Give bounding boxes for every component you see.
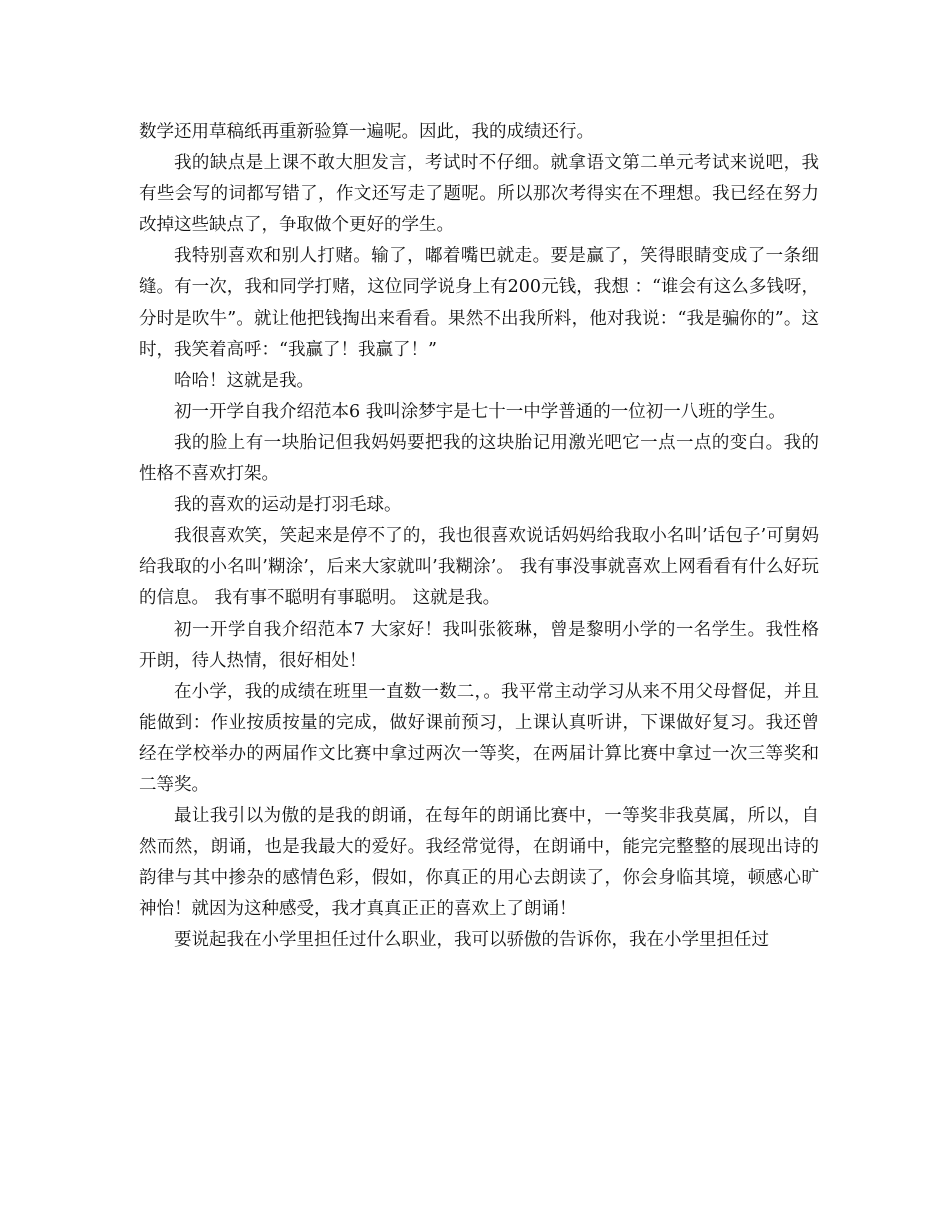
document-body: [139, 117, 819, 957]
paragraph-11: 最让我引以为傲的是我的朗诵，在每年的朗诵比赛中，一等奖非我莫属，所以，自然而然，朗诵，也是我最大的爱好。我经常觉得，在朗诵中，能完完整整的展现出诗的韵律与其中掺杂的感情色彩，假如，你真正的用心去朗读了，你会身临其境，顿感心旷神怡！就因为这种感受，我才真真正正的喜欢上了朗诵！: [139, 806, 819, 920]
paragraph-2: 我的缺点是上课不敢大胆发言，考试时不仔细。就拿语文第二单元考试来说吧，我有些会写的词都写错了，作文还写走了题呢。所以那次考得实在不理想。我已经在努力改掉这些缺点了，争取做个更好的学生。: [139, 153, 819, 236]
paragraph-3: 我特别喜欢和别人打赌。输了，嘟着嘴巴就走。要是赢了，笑得眼睛变成了一条细缝。有一次，我和同学打赌，这位同学说身上有200元钱，我想 ：“谁会有这么多钱呀，分时是吹牛”。就让他把钱掏出来看看。果然不出我所料，他对我说：“我是骗你的”。这时，我笑着高呼：“我赢了！我赢了！”: [139, 246, 819, 360]
paragraph-1: 数学还用草稿纸再重新验算一遍呢。因此，我的成绩还行。: [139, 122, 594, 142]
paragraph-8: 我很喜欢笑，笑起来是停不了的，我也很喜欢说话妈妈给我取小名叫’话包子’可舅妈给我取的小名叫’糊涂’，后来大家就叫’我糊涂’。 我有事没事就喜欢上网看看有什么好玩的信息。 我有事不聪明有事聪明。 这就是我。: [139, 526, 819, 609]
paragraph-12: 要说起我在小学里担任过什么职业，我可以骄傲的告诉你，我在小学里担任过: [174, 930, 769, 951]
paragraph-9: 初一开学自我介绍范本7 大家好！我叫张筱琳，曾是黎明小学的一名学生。我性格开朗，待人热情，很好相处！: [139, 619, 819, 671]
paragraph-4: 哈哈！这就是我。: [174, 370, 314, 391]
paragraph-7: 我的喜欢的运动是打羽毛球。: [174, 495, 402, 516]
paragraph-10: 在小学，我的成绩在班里一直数一数二，。我平常主动学习从来不用父母督促，并且能做到：作业按质按量的完成，做好课前预习，上课认真听讲，下课做好复习。我还曾经在学校举办的两届作文比赛中拿过两次一等奖，在两届计算比赛中拿过一次三等奖和二等奖。: [139, 681, 819, 795]
paragraph-6: 我的脸上有一块胎记但我妈妈要把我的这块胎记用激光吧它一点一点的变白。我的性格不喜欢打架。: [139, 432, 819, 485]
paragraph-5: 初一开学自我介绍范本6 我叫涂梦宇是七十一中学普通的一位初一八班的学生。: [174, 401, 786, 422]
